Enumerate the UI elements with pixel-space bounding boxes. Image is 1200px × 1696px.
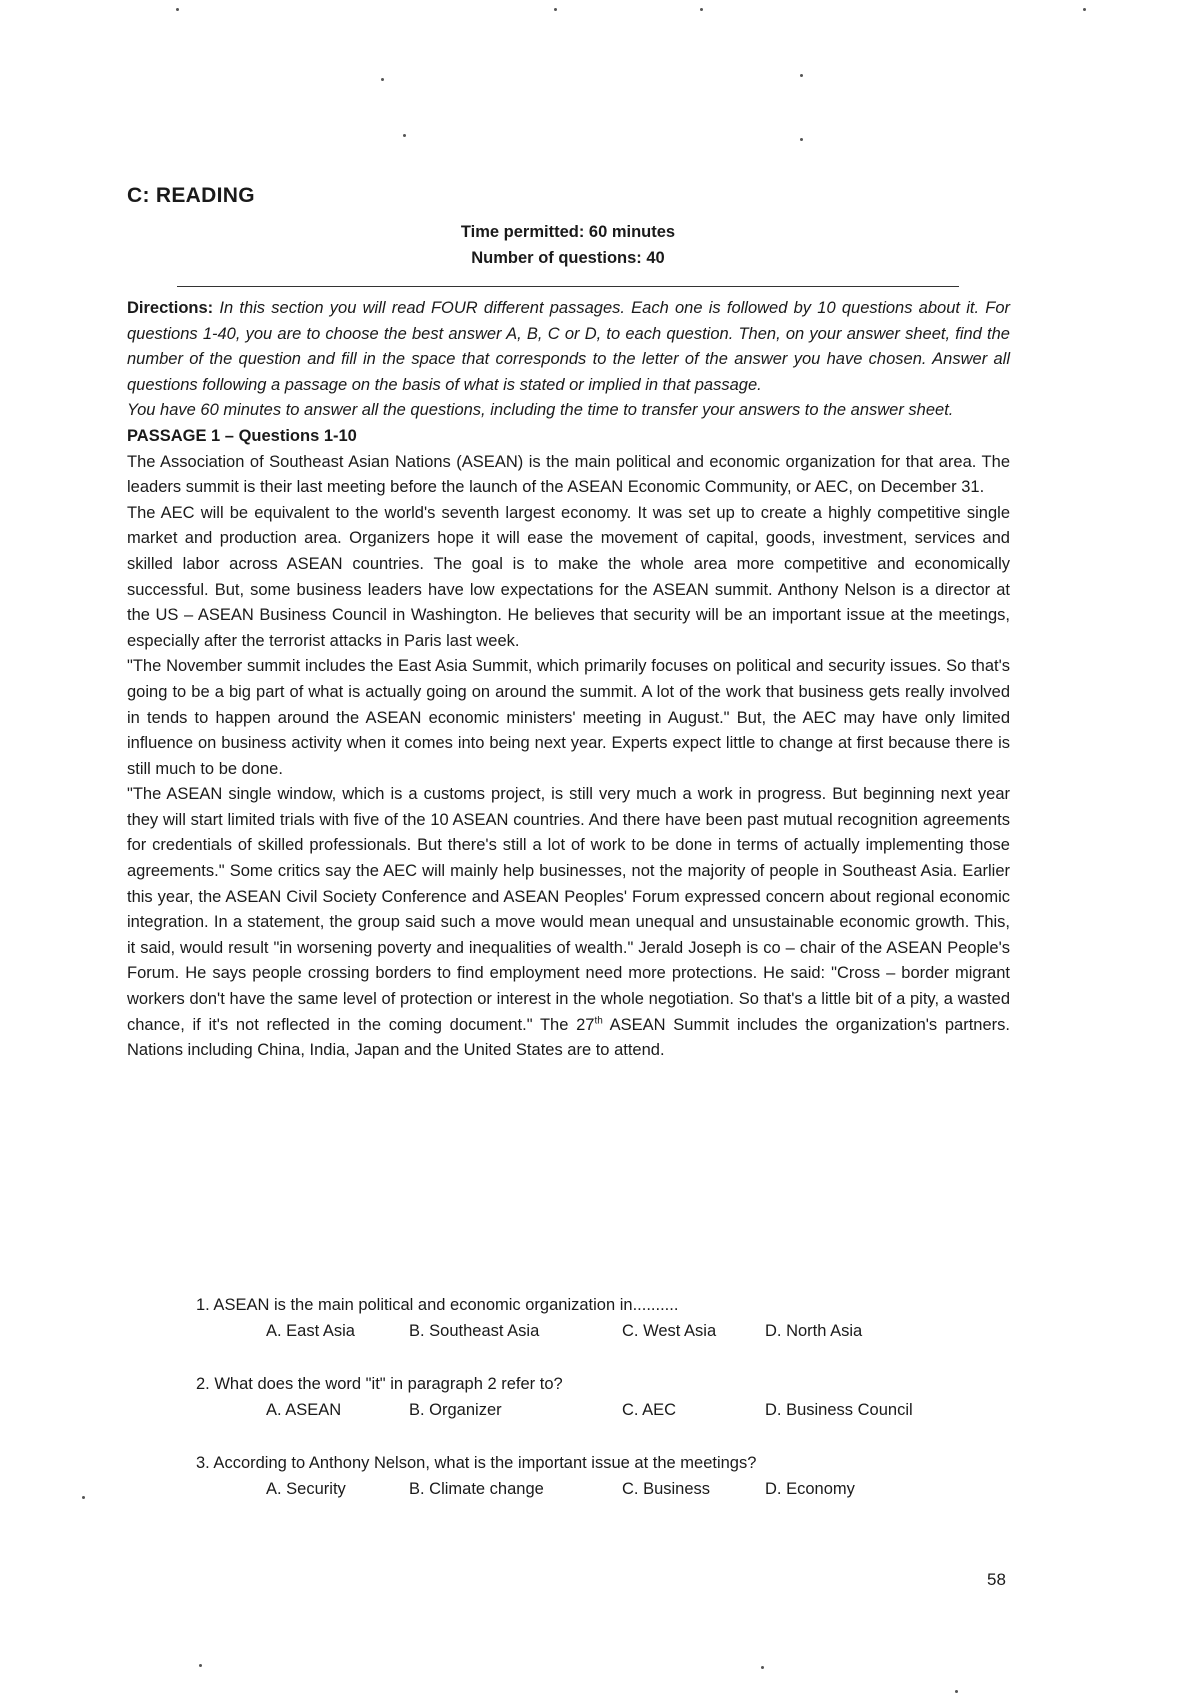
answer-option[interactable]: A. Security: [266, 1480, 346, 1498]
time-permitted: Time permitted: 60 minutes: [460, 223, 676, 241]
scan-speck: [82, 1496, 85, 1499]
directions-label: Directions:: [127, 299, 214, 317]
answer-option[interactable]: A. East Asia: [266, 1322, 355, 1340]
section-title: C: READING: [127, 184, 255, 207]
divider-rule: [177, 286, 959, 287]
question-stem: 3. According to Anthony Nelson, what is the important issue at the meetings?: [196, 1454, 757, 1472]
page-number: 58: [987, 1570, 1006, 1589]
question-count: Number of questions: 40: [471, 249, 665, 267]
scan-speck: [955, 1690, 958, 1693]
passage-paragraph-4: [127, 782, 1010, 1064]
question-list: [196, 1292, 996, 1529]
question-stem: 1. ASEAN is the main political and economic organization in..........: [196, 1296, 679, 1314]
exam-meta: [0, 219, 1136, 271]
scan-speck: [800, 74, 803, 77]
paragraph-text: "The ASEAN single window, which is a customs project, is still very much a work in progress. But beginning next year they will start limited trials with five of the 10 ASEAN countries. And there have been past mutual recognition agreements for credentials of skilled professionals. But there's still a lot of work to be done in terms of actually implementing those agreements." Some critics say the AEC will mainly help businesses, not the majority of people in Southeast Asia. Earlier this year, the ASEAN Civil Society Conference and ASEAN Peoples' Forum expressed concern about regional economic integration. In a statement, the group said such a move would mean unequal and unsustainable economic growth. This, it said, would result "in worsening poverty and inequalities of wealth." Jerald Joseph is co – chair of the ASEAN People's Forum. He says people crossing borders to find employment need more protections. He said: "Cross – border migrant workers don't have the same level of protection or interest in the whole negotiation. So that's a little bit of a pity, a wasted chance, if it's not reflected in the coming document." The 27: [127, 785, 1010, 1034]
scan-speck: [199, 1664, 202, 1667]
scan-speck: [800, 138, 803, 141]
passage-heading: PASSAGE 1 – Questions 1-10: [127, 426, 357, 445]
answer-option[interactable]: B. Southeast Asia: [409, 1322, 540, 1340]
reading-body: [127, 296, 1010, 1064]
ordinal-suffix: th: [594, 1015, 603, 1027]
question-item: [196, 1292, 996, 1344]
answer-option[interactable]: B. Climate change: [409, 1480, 544, 1498]
directions-paragraph: [127, 296, 1010, 398]
answer-options: [196, 1318, 996, 1344]
answer-option[interactable]: B. Organizer: [409, 1401, 502, 1419]
answer-option[interactable]: D. North Asia: [765, 1322, 863, 1340]
time-note: You have 60 minutes to answer all the questions, including the time to transfer your answers to the answer sheet.: [127, 401, 954, 420]
passage-paragraph-3: "The November summit includes the East Asia Summit, which primarily focuses on political and security issues. So that's going to be a big part of what is actually going on around the summit. A lot of the work that business gets really involved in tends to happen around the ASEAN economic ministers' meeting in August." But, the AEC may have only limited influence on business activity when it comes into being next year. Experts expect little to change at first because there is still much to be done.: [127, 657, 1010, 778]
answer-option[interactable]: D. Economy: [765, 1480, 855, 1498]
scan-speck: [700, 8, 703, 11]
answer-option[interactable]: D. Business Council: [765, 1401, 913, 1419]
scan-speck: [403, 134, 406, 137]
question-item: [196, 1371, 996, 1423]
scan-speck: [1083, 8, 1086, 11]
scan-speck: [176, 8, 179, 11]
answer-option[interactable]: C. Business: [622, 1480, 711, 1498]
answer-options: [196, 1397, 996, 1423]
question-item: [196, 1450, 996, 1502]
answer-options: [196, 1476, 996, 1502]
scan-speck: [554, 8, 557, 11]
answer-option[interactable]: A. ASEAN: [266, 1401, 342, 1419]
passage-paragraph-2: The AEC will be equivalent to the world's seventh largest economy. It was set up to create a highly competitive single market and production area. Organizers hope it will ease the movement of capital, goods, investment, services and skilled labor across ASEAN countries. The goal is to make the whole area more competitive and economically successful. But, some business leaders have low expectations for the ASEAN summit. Anthony Nelson is a director at the US – ASEAN Business Council in Washington. He believes that security will be an important issue at the meetings, especially after the terrorist attacks in Paris last week.: [127, 503, 1010, 650]
paragraph-text: ASEAN Summit includes the organization's partners. Nations including China, India, Japan and the United States are to attend.: [127, 1015, 1010, 1060]
answer-option[interactable]: C. AEC: [622, 1401, 677, 1419]
directions-text: In this section you will read FOUR different passages. Each one is followed by 10 questions about it. For questions 1-40, you are to choose the best answer A, B, C or D, to each question. Then, on your answer sheet, find the number of the question and fill in the space that corresponds to the letter of the answer you have chosen. Answer all questions following a passage on the basis of what is stated or implied in that passage.: [127, 299, 1010, 394]
scan-speck: [761, 1666, 764, 1669]
passage-paragraph-1: The Association of Southeast Asian Nations (ASEAN) is the main political and economic organization for that area. The leaders summit is their last meeting before the launch of the ASEAN Economic Community, or AEC, on December 31.: [127, 452, 1010, 497]
scan-speck: [381, 78, 384, 81]
question-stem: 2. What does the word "it" in paragraph 2 refer to?: [196, 1375, 563, 1393]
answer-option[interactable]: C. West Asia: [622, 1322, 717, 1340]
